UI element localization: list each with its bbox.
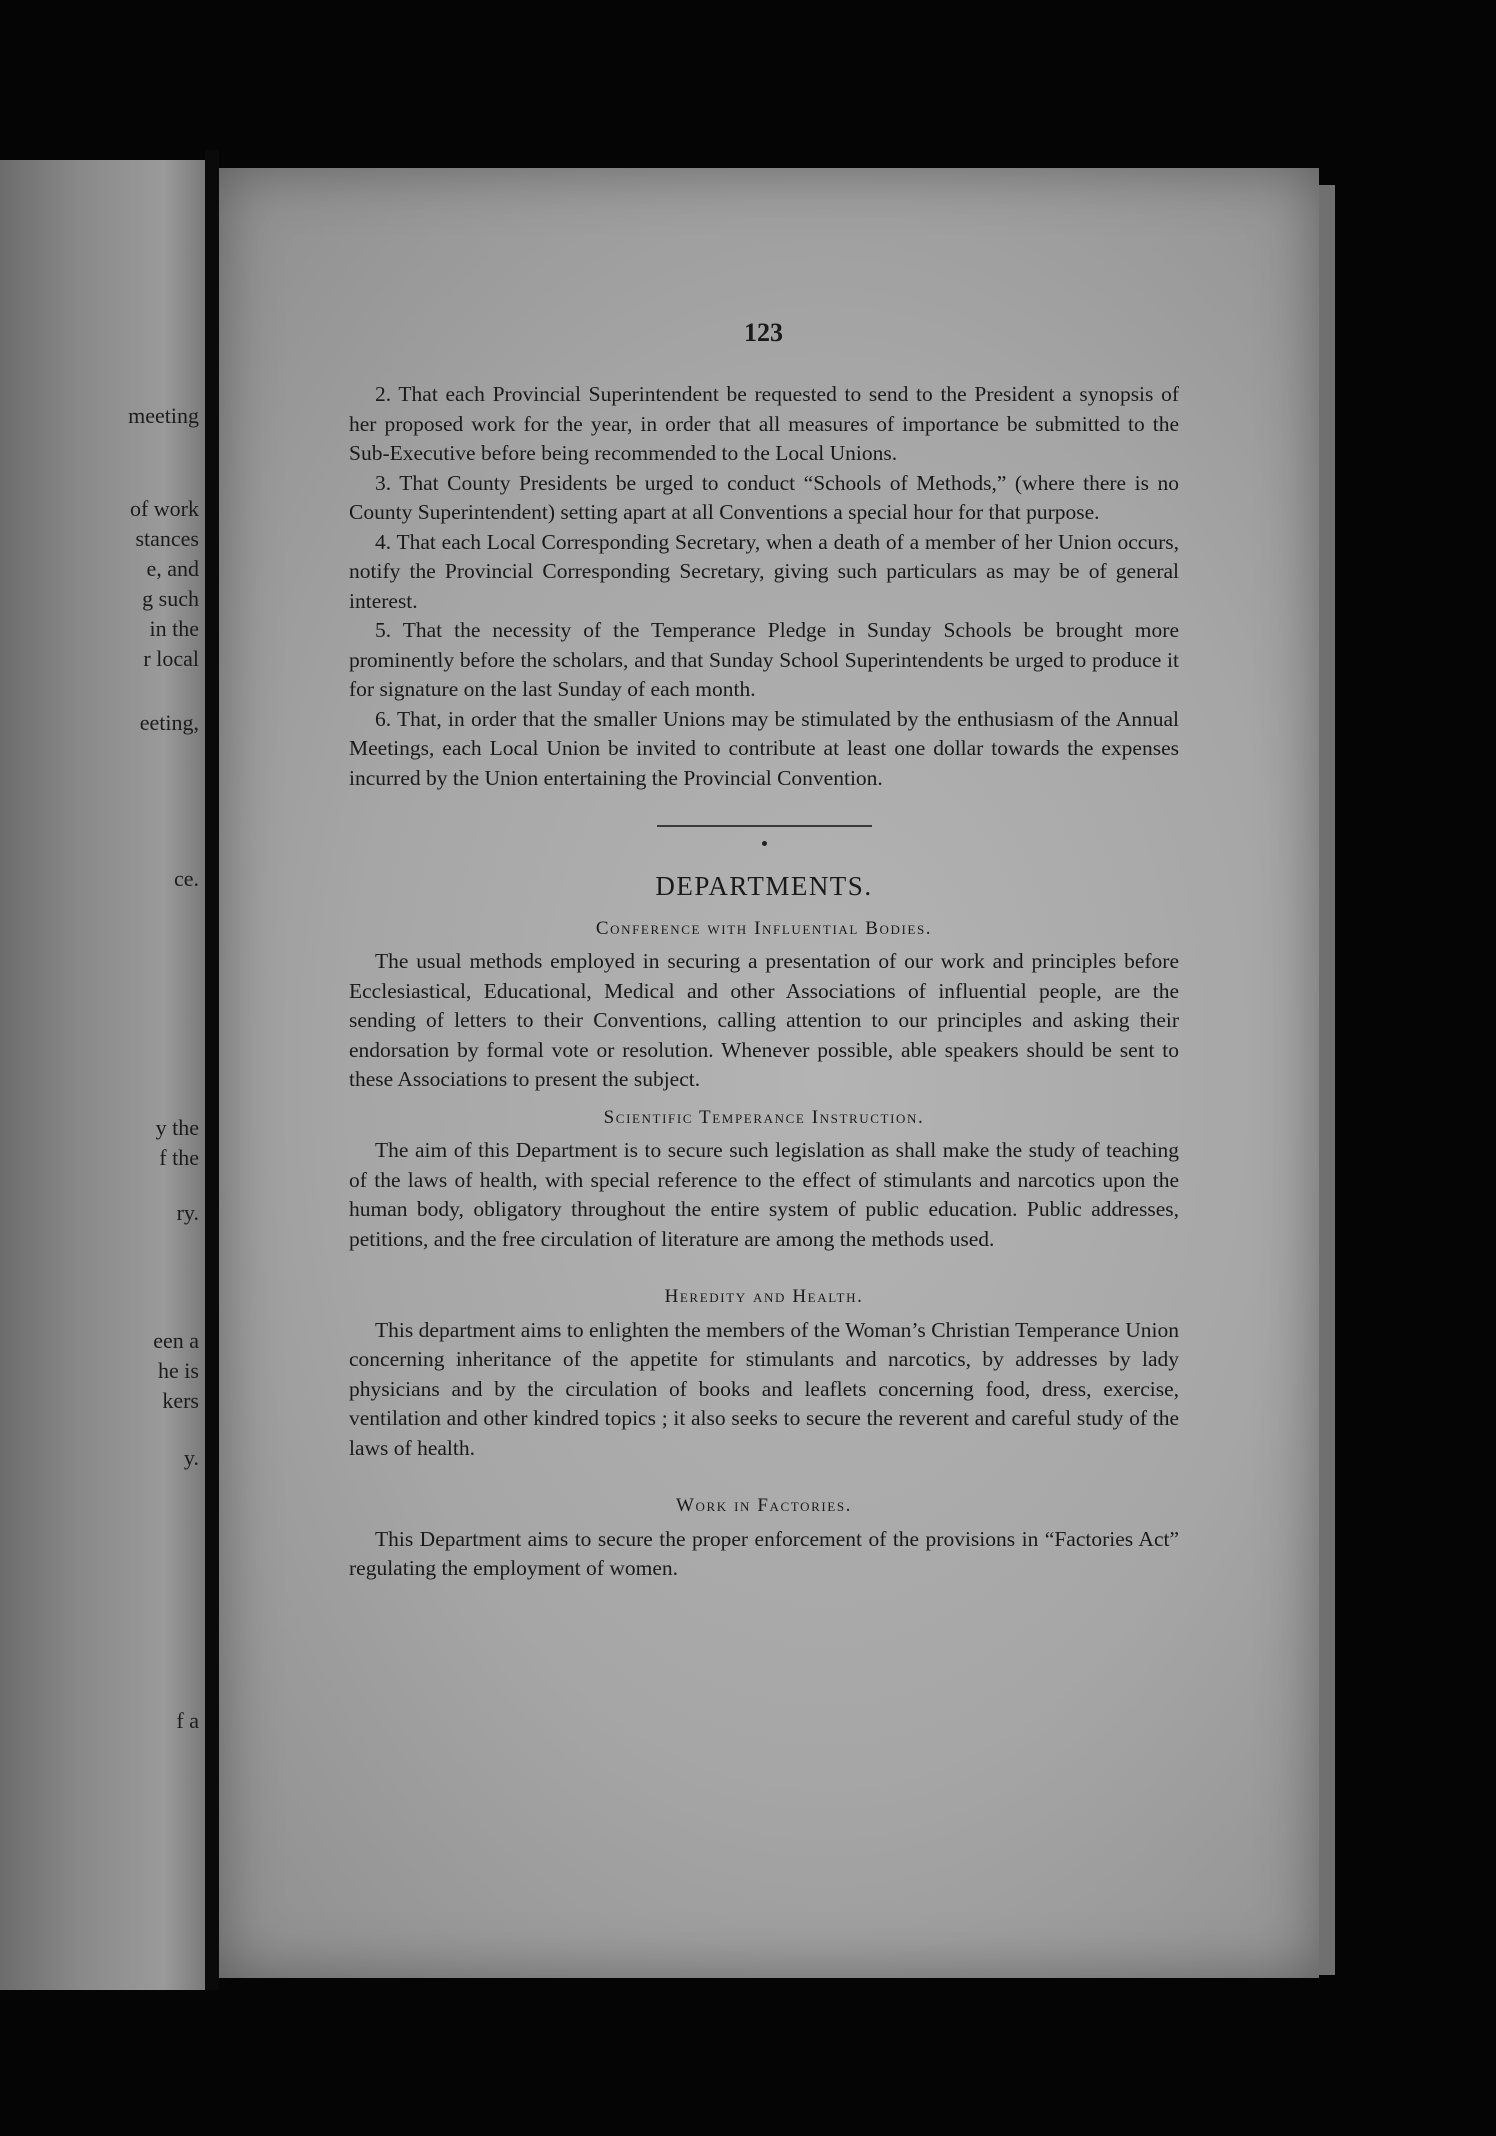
section-heading: Conference with Influential Bodies.	[595, 917, 933, 939]
section-heading: Work in Factories.	[675, 1495, 853, 1516]
section-paragraph: The usual methods employed in securing a presentation of our work and principles before Ecclesiastical, Educational, Medical and other Associations of influential people, are the sending of letters to their Conventions, calling attention to our principles and asking their endorsation by formal vote or resolution. Whenever possible, able speakers should be sent to these Associations to present the subject.	[349, 949, 1179, 1091]
resolution-paragraph: 6. That, in order that the smaller Unions may be stimulated by the enthusiasm of the Annual Meetings, each Local Union be invited to contribute at least one dollar towards the expenses incurred by the Union entertaining the Provincial Convention.	[349, 706, 1179, 790]
book-spine	[205, 150, 219, 1990]
left-page-fragment: f a	[176, 1708, 199, 1733]
section-paragraph: The aim of this Department is to secure such legislation as shall make the study of teaching of the laws of health, with special reference to the effect of stimulants and narcotics upon the human body, obligatory throughout the entire system of public education. Public addresses, petitions, and the free circulation of literature are among the methods used.	[349, 1138, 1179, 1251]
left-page-fragment: kers	[162, 1388, 199, 1413]
left-page-fragment: r local	[143, 646, 199, 671]
page-edge	[1319, 185, 1335, 1975]
resolution-paragraph: 5. That the necessity of the Temperance Pledge in Sunday Schools be brought more prominently before the scholars, and that Sunday School Superintendents be urged to produce it for signature on the last Sunday of each month.	[349, 618, 1179, 701]
left-page-fragment: ry.	[176, 1200, 199, 1225]
section-paragraph: This department aims to enlighten the members of the Woman’s Christian Temperance Union concerning inheritance of the appetite for stimulants and narcotics, by addresses by lady physicians and by the circulation of books and leaflets concerning food, dress, exercise, ventilation and other kindred topics ; it also seeks to secure the reverent and careful study of the laws of health.	[349, 1317, 1179, 1460]
section-paragraph: This Department aims to secure the proper enforcement of the provisions in “Factories Act” regulating the employment of women.	[349, 1526, 1179, 1580]
left-page-fragment: g such	[142, 586, 199, 611]
left-page-fragment: y.	[183, 1445, 199, 1470]
left-page-fragment: stances	[135, 526, 199, 551]
page-number: 123	[744, 318, 783, 347]
left-page-fragment: f the	[159, 1145, 199, 1170]
section-divider	[657, 825, 872, 827]
document-page	[219, 168, 1319, 1978]
section-heading: Scientific Temperance Instruction.	[603, 1106, 925, 1128]
left-page-fragment: meeting	[128, 403, 199, 428]
section-heading: Heredity and Health.	[664, 1286, 864, 1307]
resolution-paragraph: 4. That each Local Corresponding Secretary, when a death of a member of her Union occurs, notify the Provincial Corresponding Secretary, giving such particulars as may be of general interest.	[349, 529, 1179, 613]
resolution-paragraph: 3. That County Presidents be urged to conduct “Schools of Methods,” (where there is no County Superintendent) setting apart at all Conventions a special hour for that purpose.	[349, 470, 1179, 524]
left-page-fragment: eeting,	[139, 710, 199, 735]
left-page-fragment: in the	[149, 616, 199, 641]
divider-dot	[762, 841, 767, 846]
page-body	[349, 380, 1179, 1584]
resolution-paragraph: 2. That each Provincial Superintendent be requested to send to the President a synopsis of her proposed work for the year, in order that all measures of importance be submitted to the Sub-Executive before being recommended to the Local Unions.	[349, 382, 1179, 465]
departments-heading: DEPARTMENTS.	[655, 871, 873, 901]
left-page-fragment: ce.	[173, 866, 199, 891]
left-page-fragment: of work	[129, 496, 199, 521]
left-page-fragment: he is	[158, 1358, 199, 1383]
left-page-fragment: een a	[153, 1328, 199, 1353]
left-page-fragment: e, and	[146, 556, 199, 581]
left-facing-page	[0, 160, 205, 1990]
left-page-fragment: y the	[155, 1115, 199, 1140]
